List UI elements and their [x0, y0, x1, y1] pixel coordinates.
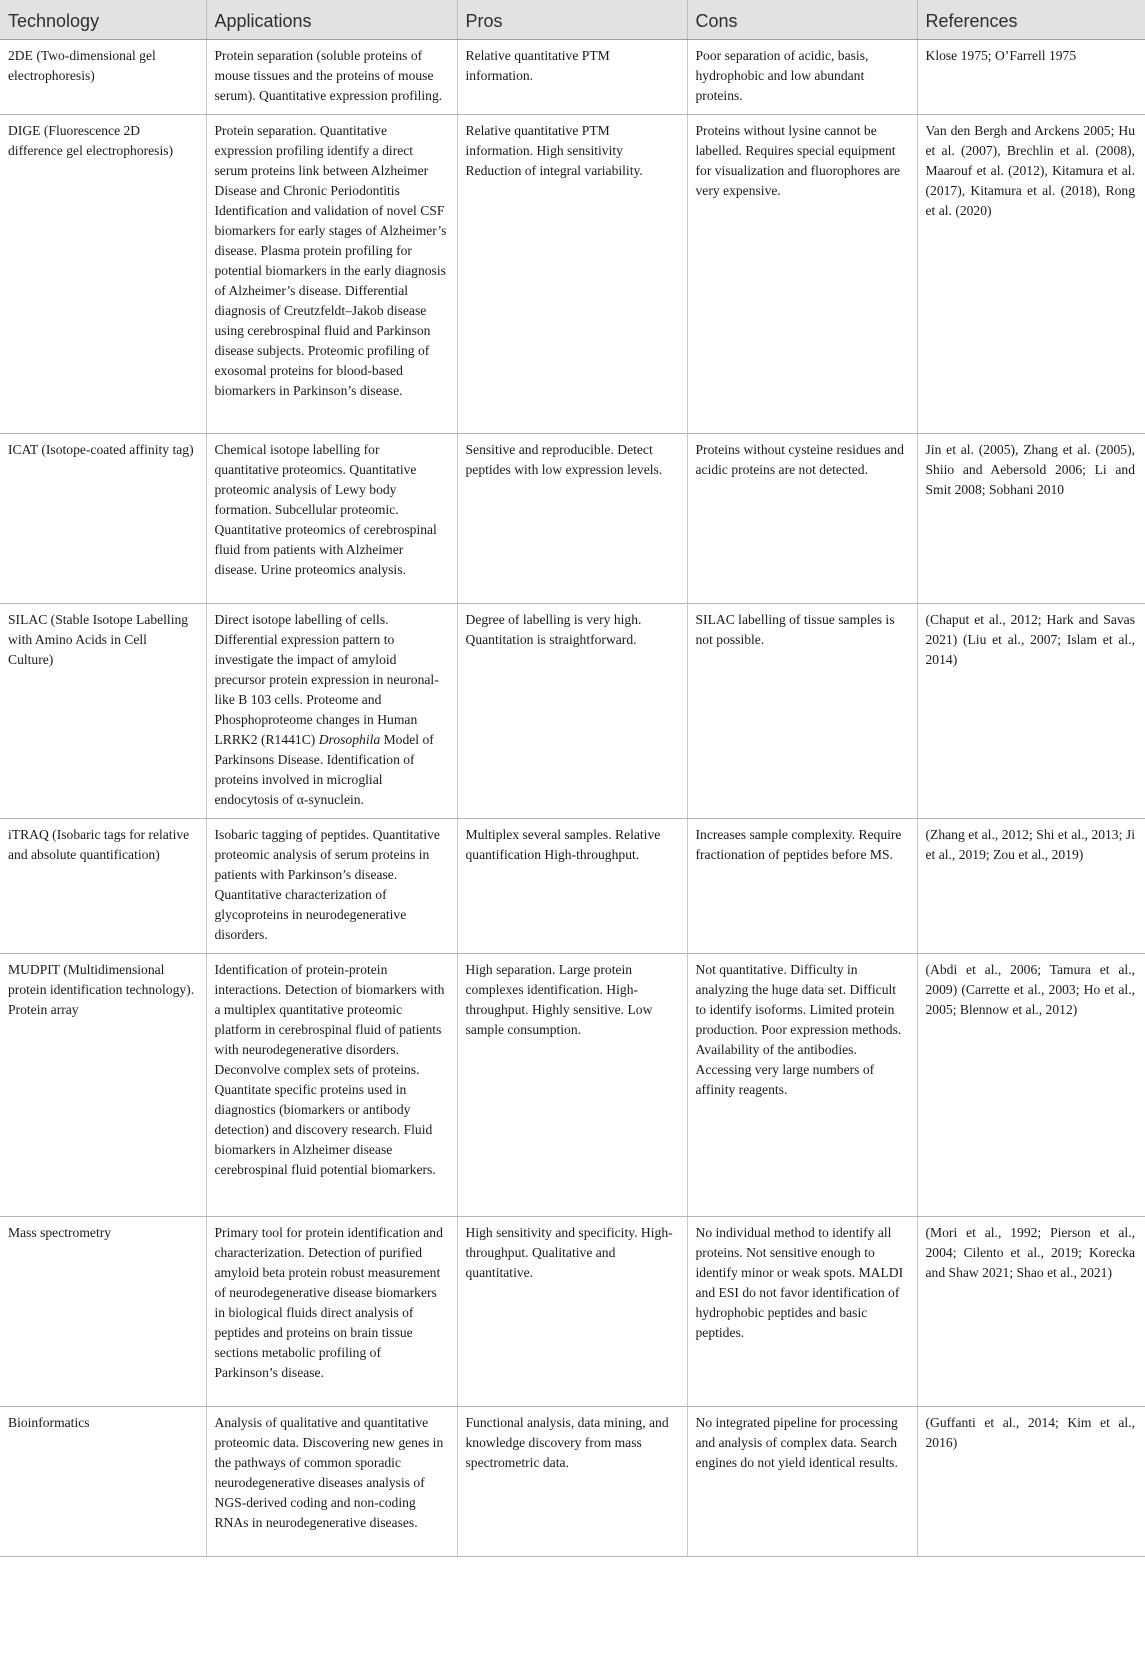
technology-cell: DIGE (Fluorescence 2D difference gel electrophoresis)	[0, 115, 206, 434]
technology-cell: Mass spectrometry	[0, 1217, 206, 1407]
applications-text: Direct isotope labelling of cells. Differential expression pattern to investigate the impact of amyloid precursor protein expression in neuronal-like B 103 cells. Proteome and Phosphoproteome changes in Human LRRK2 (R1441C)	[214, 612, 439, 747]
table-row	[0, 604, 1145, 819]
applications-cell	[206, 604, 457, 819]
references-cell: (Zhang et al., 2012; Shi et al., 2013; Ji et al., 2019; Zou et al., 2019)	[917, 819, 1145, 954]
references-cell: (Chaput et al., 2012; Hark and Savas 2021) (Liu et al., 2007; Islam et al., 2014)	[917, 604, 1145, 819]
table-row	[0, 819, 1145, 954]
references-cell: (Guffanti et al., 2014; Kim et al., 2016)	[917, 1407, 1145, 1557]
technology-cell: iTRAQ (Isobaric tags for relative and absolute quantification)	[0, 819, 206, 954]
references-cell: Klose 1975; O’Farrell 1975	[917, 40, 1145, 115]
technology-cell: MUDPIT (Multidimensional protein identification technology). Protein array	[0, 954, 206, 1217]
applications-cell: Analysis of qualitative and quantitative proteomic data. Discovering new genes in the pathways of common sporadic neurodegenerative diseases analysis of NGS-derived coding and non-coding RNAs in neurodegenerative diseases.	[206, 1407, 457, 1557]
pros-cell: Sensitive and reproducible. Detect peptides with low expression levels.	[457, 434, 687, 604]
pros-cell: Functional analysis, data mining, and knowledge discovery from mass spectrometric data.	[457, 1407, 687, 1557]
applications-cell: Chemical isotope labelling for quantitative proteomics. Quantitative proteomic analysis of Lewy body formation. Subcellular proteomic. Quantitative proteomics of cerebrospinal fluid from patients with Alzheimer disease. Urine proteomics analysis.	[206, 434, 457, 604]
header-pros: Pros	[457, 0, 687, 40]
pros-cell: Relative quantitative PTM information.	[457, 40, 687, 115]
applications-cell: Isobaric tagging of peptides. Quantitative proteomic analysis of serum proteins in patients with Parkinson’s disease. Quantitative characterization of glycoproteins in neurodegenerative disorders.	[206, 819, 457, 954]
cons-cell: SILAC labelling of tissue samples is not possible.	[687, 604, 917, 819]
technology-cell: Bioinformatics	[0, 1407, 206, 1557]
table-row	[0, 1217, 1145, 1407]
cons-cell: No individual method to identify all proteins. Not sensitive enough to identify minor or weak spots. MALDI and ESI do not favor identification of hydrophobic peptides and basic peptides.	[687, 1217, 917, 1407]
applications-text-continued: Model of Parkinsons Disease. Identification of proteins involved in microglial endocytosis of α-synuclein.	[214, 732, 434, 807]
applications-cell: Identification of protein-protein interactions. Detection of biomarkers with a multiplex quantitative proteomic platform in cerebrospinal fluid of patients with neurodegenerative disorders. Deconvolve complex sets of proteins. Quantitate specific proteins used in diagnostics (biomarkers or antibody detection) and discovery research. Fluid biomarkers in Alzheimer disease cerebrospinal fluid potential biomarkers.	[206, 954, 457, 1217]
pros-cell: High sensitivity and specificity. High-throughput. Qualitative and quantitative.	[457, 1217, 687, 1407]
header-cons: Cons	[687, 0, 917, 40]
table-row	[0, 1407, 1145, 1557]
pros-cell: Relative quantitative PTM information. High sensitivity Reduction of integral variability.	[457, 115, 687, 434]
pros-cell: High separation. Large protein complexes identification. High-throughput. Highly sensitive. Low sample consumption.	[457, 954, 687, 1217]
table-row	[0, 115, 1145, 434]
references-cell: (Mori et al., 1992; Pierson et al., 2004; Cilento et al., 2019; Korecka and Shaw 2021; Shao et al., 2021)	[917, 1217, 1145, 1407]
pros-cell: Degree of labelling is very high. Quantitation is straightforward.	[457, 604, 687, 819]
technology-cell: SILAC (Stable Isotope Labelling with Amino Acids in Cell Culture)	[0, 604, 206, 819]
cons-cell: Not quantitative. Difficulty in analyzing the huge data set. Difficult to identify isoforms. Limited protein production. Poor expression methods. Availability of the antibodies. Accessing very large numbers of affinity reagents.	[687, 954, 917, 1217]
cons-cell: No integrated pipeline for processing and analysis of complex data. Search engines do not yield identical results.	[687, 1407, 917, 1557]
pros-cell: Multiplex several samples. Relative quantification High-throughput.	[457, 819, 687, 954]
references-cell: Van den Bergh and Arckens 2005; Hu et al. (2007), Brechlin et al. (2008), Maarouf et al. (2012), Kitamura et al. (2017), Kitamura et al. (2018), Rong et al. (2020)	[917, 115, 1145, 434]
cons-cell: Proteins without cysteine residues and acidic proteins are not detected.	[687, 434, 917, 604]
references-cell: Jin et al. (2005), Zhang et al. (2005), Shiio and Aebersold 2006; Li and Smit 2008; Sobhani 2010	[917, 434, 1145, 604]
species-name: Drosophila	[318, 732, 381, 747]
table-row	[0, 40, 1145, 115]
table-row	[0, 954, 1145, 1217]
applications-cell: Protein separation (soluble proteins of mouse tissues and the proteins of mouse serum). Quantitative expression profiling.	[206, 40, 457, 115]
technology-cell: ICAT (Isotope-coated affinity tag)	[0, 434, 206, 604]
header-technology: Technology	[0, 0, 206, 40]
table-header-row	[0, 0, 1145, 40]
header-applications: Applications	[206, 0, 457, 40]
cons-cell: Poor separation of acidic, basis, hydrophobic and low abundant proteins.	[687, 40, 917, 115]
applications-cell: Protein separation. Quantitative expression profiling identify a direct serum proteins link between Alzheimer Disease and Chronic Periodontitis Identification and validation of novel CSF biomarkers for early stages of Alzheimer’s disease. Plasma protein profiling for potential biomarkers in the early diagnosis of Alzheimer’s disease. Differential diagnosis of Creutzfeldt–Jakob disease using cerebrospinal fluid and Parkinson disease subjects. Proteomic profiling of exosomal proteins for blood-based biomarkers in Parkinson’s disease.	[206, 115, 457, 434]
cons-cell: Increases sample complexity. Require fractionation of peptides before MS.	[687, 819, 917, 954]
technology-cell: 2DE (Two-dimensional gel electrophoresis)	[0, 40, 206, 115]
cons-cell: Proteins without lysine cannot be labelled. Requires special equipment for visualization and fluorophores are very expensive.	[687, 115, 917, 434]
references-cell: (Abdi et al., 2006; Tamura et al., 2009) (Carrette et al., 2003; Ho et al., 2005; Blennow et al., 2012)	[917, 954, 1145, 1217]
applications-cell: Primary tool for protein identification and characterization. Detection of purified amyloid beta protein robust measurement of neurodegenerative disease biomarkers in biological fluids direct analysis of peptides and proteins on brain tissue sections metabolic profiling of Parkinson’s disease.	[206, 1217, 457, 1407]
table-row	[0, 434, 1145, 604]
header-references: References	[917, 0, 1145, 40]
